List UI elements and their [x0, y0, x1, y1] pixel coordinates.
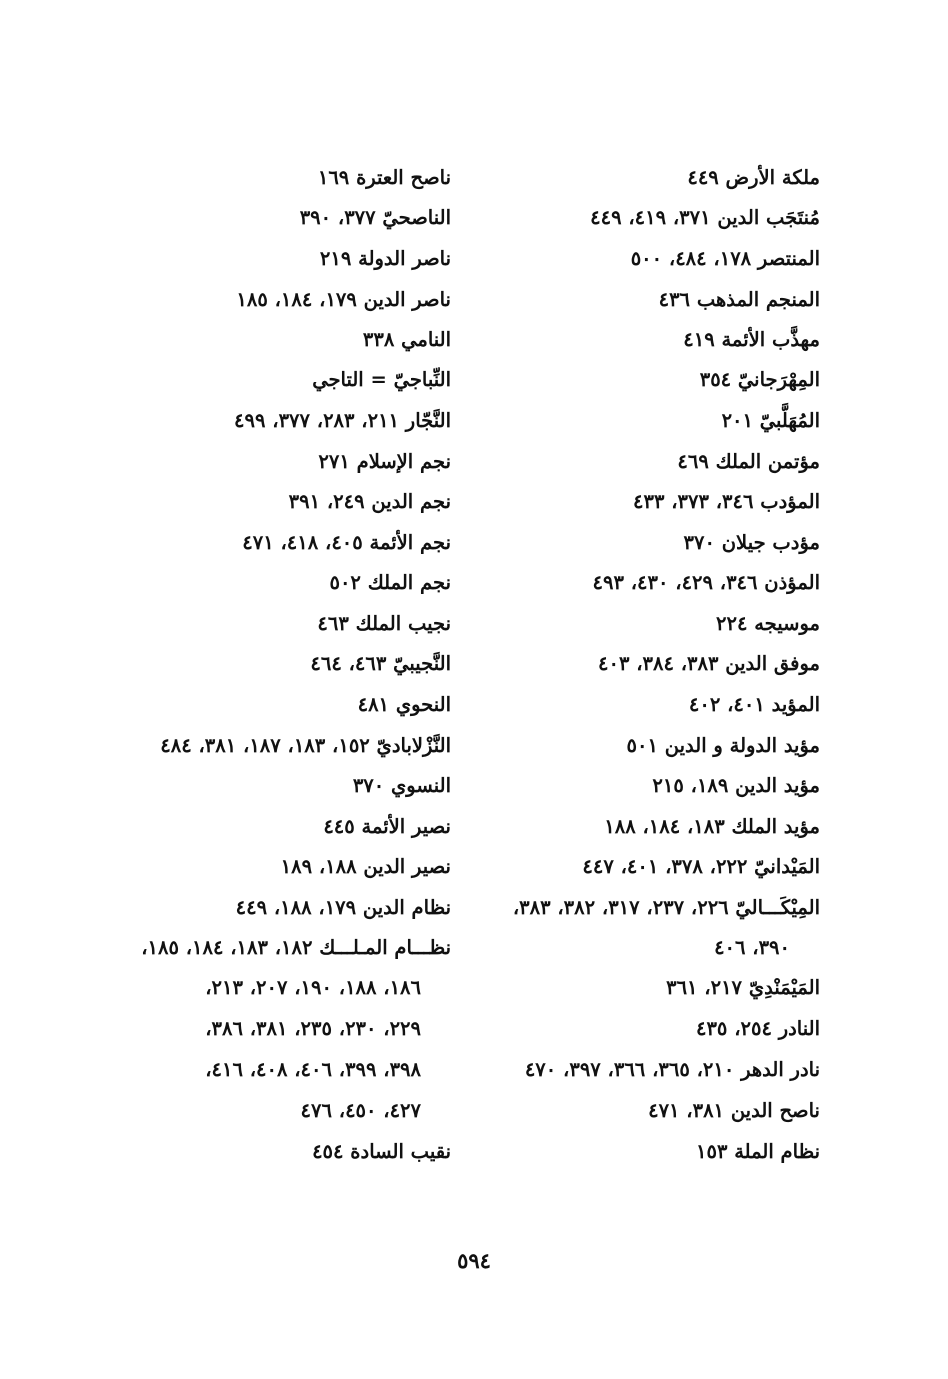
index-entry-continuation: ٤٢٧، ٤٥٠، ٤٧٦	[300, 1099, 421, 1122]
index-entry: ناصح الدين ٣٨١، ٤٧١	[648, 1099, 820, 1122]
index-entry: نصير الأئمة ٤٤٥	[323, 815, 451, 838]
index-entry: المؤيد ٤٠١، ٤٠٢	[688, 693, 820, 716]
index-entry: مُنتَجَب الدين ٣٧١، ٤١٩، ٤٤٩	[590, 206, 820, 229]
index-entry: المؤدب ٣٤٦، ٣٧٣، ٤٣٣	[633, 490, 820, 513]
index-entry: النامي ٣٣٨	[362, 328, 451, 351]
index-entry: النَّجيبيّ ٤٦٣، ٤٦٤	[310, 652, 451, 675]
index-entry: نادر الدهر ٢١٠، ٣٦٥، ٣٦٦، ٣٩٧، ٤٧٠	[524, 1058, 820, 1081]
index-entry: نجيب الملك ٤٦٣	[317, 612, 451, 635]
index-entry: ناصر الدولة ٢١٩	[319, 247, 451, 270]
index-entry: مهذَّب الأئمة ٤١٩	[683, 328, 820, 351]
index-entry: نجم الإسلام ٢٧١	[318, 450, 451, 473]
index-entry: ناصر الدين ١٧٩، ١٨٤، ١٨٥	[236, 288, 451, 311]
index-entry: نجم الأئمة ٤٠٥، ٤١٨، ٤٧١	[242, 531, 451, 554]
index-entry: مؤدب جيلان ٣٧٠	[683, 531, 820, 554]
index-entry: نصير الدين ١٨٨، ١٨٩	[280, 855, 451, 878]
index-entry: المُهَلَّبيّ ٢٠١	[721, 409, 820, 432]
index-entry: ناصح العترة ١٦٩	[317, 166, 451, 189]
index-entry: موسيجه ٢٢٤	[716, 612, 820, 635]
index-entry: النَّجّار ٢١١، ٢٨٣، ٣٧٧، ٤٩٩	[234, 409, 451, 432]
page-number: ٥٩٤	[457, 1248, 491, 1273]
index-entry: المِيْكَـــاليّ ٢٢٦، ٢٣٧، ٣١٧، ٣٨٢، ٣٨٣،	[512, 896, 820, 919]
index-entry: مؤيد الدين ١٨٩، ٢١٥	[652, 774, 820, 797]
index-entry: المنتصر ١٧٨، ٤٨٤، ٥٠٠	[630, 247, 820, 270]
index-entry: نظام الدين ١٧٩، ١٨٨، ٤٤٩	[235, 896, 451, 919]
index-entry: النَّزْلاباديّ ١٥٢، ١٨٣، ١٨٧، ٣٨١، ٤٨٤	[160, 734, 451, 757]
index-entry: مؤتمن الملك ٤٦٩	[677, 450, 820, 473]
index-entry: مؤيد الملك ١٨٣، ١٨٤، ١٨٨	[604, 815, 820, 838]
index-entry: المِهْرَجانيّ ٣٥٤	[699, 368, 820, 391]
index-entry-continuation: ٢٢٩، ٢٣٠، ٢٣٥، ٣٨١، ٣٨٦،	[205, 1017, 421, 1040]
index-entry: مؤيد الدولة و الدين ٥٠١	[626, 734, 820, 757]
index-entry: نقيب السادة ٤٥٤	[312, 1140, 451, 1163]
index-entry: موفق الدين ٣٨٣، ٣٨٤، ٤٠٣	[598, 652, 820, 675]
index-entry: نجم الدين ٢٤٩، ٣٩١	[288, 490, 451, 513]
index-entry-continuation: ٣٩٨، ٣٩٩، ٤٠٦، ٤٠٨، ٤١٦،	[205, 1058, 421, 1081]
index-entry: نجم الملك ٥٠٢	[329, 571, 451, 594]
index-entry: ملكة الأرض ٤٤٩	[687, 166, 820, 189]
index-entry: النسوي ٣٧٠	[352, 774, 451, 797]
index-entry-continuation: ٣٩٠، ٤٠٦	[714, 936, 790, 959]
index-entry-continuation: ١٨٦، ١٨٨، ١٩٠، ٢٠٧، ٢١٣،	[205, 976, 421, 999]
index-entry: المؤذن ٣٤٦، ٤٢٩، ٤٣٠، ٤٩٣	[592, 571, 820, 594]
index-entry: المنجم المذهب ٤٣٦	[658, 288, 820, 311]
index-entry: النادر ٢٥٤، ٤٣٥	[695, 1017, 820, 1040]
index-entry: نظام الملة ١٥٣	[696, 1140, 820, 1163]
index-entry: الناصحيّ ٣٧٧، ٣٩٠	[299, 206, 451, 229]
index-entry: نظـــام المـلـــك ١٨٢، ١٨٣، ١٨٤، ١٨٥،	[141, 936, 451, 959]
index-entry: المَيْدانيّ ٢٢٢، ٣٧٨، ٤٠١، ٤٤٧	[582, 855, 820, 878]
index-entry: المَيْمَنْدِيّ ٢١٧، ٣٦١	[666, 976, 820, 999]
index-entry: النحوي ٤٨١	[357, 693, 451, 716]
index-entry: النِّباجيّ = التاجي	[312, 368, 451, 391]
